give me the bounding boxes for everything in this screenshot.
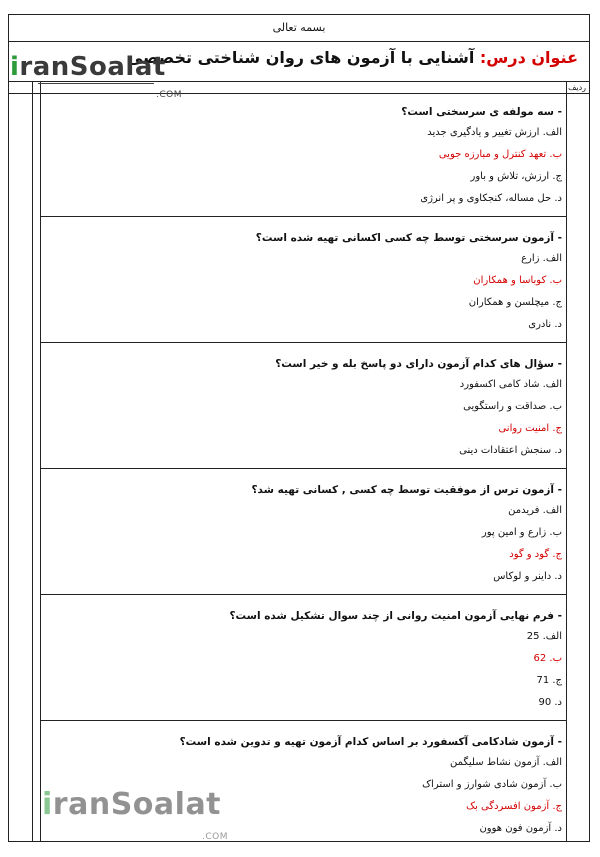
option-a: الف. ارزش تغییر و یادگیری جدید (427, 127, 562, 138)
option-d: د. حل مساله، کنجکاوی و پر انرژی (420, 193, 562, 204)
option-c-answer: ج. گود و گود (509, 549, 562, 560)
course-title (127, 48, 578, 67)
question-2 (42, 228, 562, 336)
logo-wordmark: ranSoalat (52, 787, 222, 822)
option-d: د. داینر و لوکاس (493, 571, 562, 582)
option-c-answer: ج. امنیت روانی (498, 423, 562, 434)
logo-letter: i (42, 787, 53, 822)
question-text: - آزمون سرسختی توسط چه کسی اکسانی تهیه شده است؟ (255, 232, 562, 244)
question-1 (42, 102, 562, 210)
option-a: الف. زارع (521, 253, 562, 264)
question-separator (40, 720, 566, 721)
question-text: - آزمون ترس از موفقیت توسط چه کسی , کسانی تهیه شد؟ (251, 484, 562, 496)
column-divider-right (566, 82, 567, 842)
column-divider-left-inner (40, 82, 41, 842)
option-c: ج. میچلسن و همکاران (468, 297, 562, 308)
question-separator (40, 594, 566, 595)
option-b: ب. زارع و امین پور (481, 527, 562, 538)
option-d: د. آزمون فون هوون (479, 823, 562, 834)
question-text: - فرم نهایی آزمون امنیت روانی از چند سوال تشکیل شده است؟ (229, 610, 562, 622)
question-separator (40, 342, 566, 343)
course-title-label: عنوان درس: (479, 48, 578, 67)
logo-underline (38, 83, 154, 84)
option-c: ج. 71 (536, 675, 562, 686)
logo-letter: i (10, 52, 20, 82)
logo-domain: .COM (202, 832, 228, 842)
question-text: - آزمون شادکامی آکسفورد بر اساس کدام آزمون تهیه و تدوین شده است؟ (179, 736, 562, 748)
option-c-answer: ج. آزمون افسردگی بک (466, 801, 562, 812)
bismillah-header: بسمه تعالی (8, 14, 590, 42)
question-4 (42, 480, 562, 588)
question-3 (42, 354, 562, 462)
question-separator (40, 216, 566, 217)
option-a: الف. شاد کامی اکسفورد (459, 379, 562, 390)
option-d: د. سنجش اعتقادات دینی (459, 445, 562, 456)
option-d: د. نادری (528, 319, 562, 330)
option-b: ب. صداقت و راستگویی (463, 401, 562, 412)
question-5 (42, 606, 562, 714)
logo-domain: .COM (156, 90, 182, 100)
question-text: - سه مولفه ی سرسختی است؟ (401, 106, 562, 118)
question-text: - سؤال های کدام آزمون دارای دو پاسخ بله و خیر است؟ (275, 358, 562, 370)
option-c: ج. ارزش، تلاش و باور (470, 171, 562, 182)
option-a: الف. فریدمن (508, 505, 562, 516)
option-b-answer: ب. تعهد کنترل و مبارزه جویی (438, 149, 562, 160)
iransoalat-watermark-bottom (42, 787, 228, 842)
iransoalat-logo-top (10, 52, 182, 100)
row-number-header: ردیف (568, 83, 586, 92)
option-a: الف. آزمون نشاط سلیگمن (450, 757, 562, 768)
course-title-text: آشنایی با آزمون های روان شناختی تخصصی (126, 48, 475, 67)
logo-wordmark: ranSoalat (19, 52, 166, 82)
question-6 (42, 732, 562, 840)
option-b-answer: ب. 62 (533, 653, 562, 664)
question-separator (40, 468, 566, 469)
column-divider-left (32, 82, 33, 842)
option-b-answer: ب. کوباسا و همکاران (473, 275, 562, 286)
option-b: ب. آزمون شادی شوارز و استراک (422, 779, 562, 790)
option-a: الف. 25 (526, 631, 562, 642)
option-d: د. 90 (538, 697, 562, 708)
